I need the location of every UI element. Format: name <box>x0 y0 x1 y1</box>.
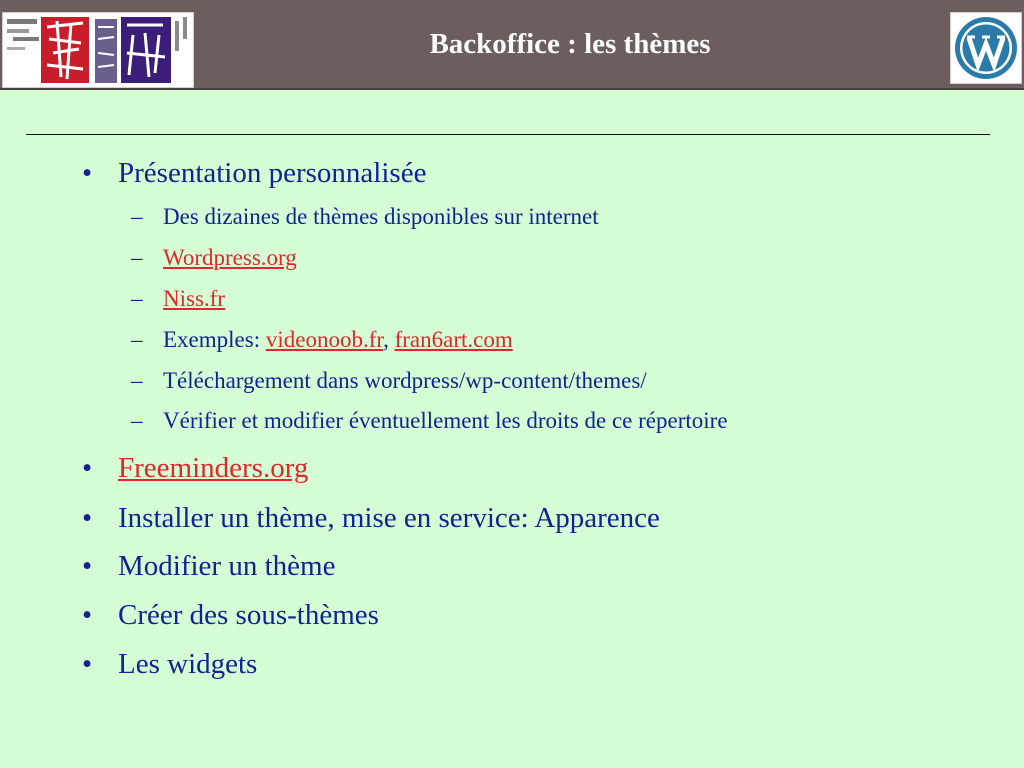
dash-marker: – <box>131 286 143 311</box>
videonoob-link[interactable]: videonoob.fr <box>265 327 384 352</box>
bullet-marker: • <box>82 157 93 189</box>
exemples-label: Exemples: <box>163 327 266 352</box>
bullet-marker: • <box>82 648 93 680</box>
list-item-text: Créer des sous-thèmes <box>118 599 379 631</box>
list-item-text: Présentation personnalisée <box>118 157 427 189</box>
freeminders-link[interactable]: Freeminders.org <box>118 452 309 484</box>
dash-marker: – <box>131 245 143 270</box>
list-item-text: Modifier un thème <box>118 550 336 582</box>
fran6art-link[interactable]: fran6art.com <box>394 327 513 352</box>
bullet-marker: • <box>82 502 93 534</box>
sub-item-text: Vérifier et modifier éventuellement les droits de ce répertoire <box>163 408 728 433</box>
wordpress-org-link[interactable]: Wordpress.org <box>163 245 297 270</box>
bullet-marker: • <box>82 550 93 582</box>
sub-item-text <box>163 326 513 354</box>
dash-marker: – <box>131 368 143 393</box>
list-item-text: Installer un thème, mise en service: Apparence <box>118 502 660 534</box>
niss-fr-link[interactable]: Niss.fr <box>163 286 225 311</box>
dash-marker: – <box>131 204 143 229</box>
sub-item-text: Des dizaines de thèmes disponibles sur internet <box>163 204 599 229</box>
link-separator: , <box>383 327 395 352</box>
sub-item-text: Téléchargement dans wordpress/wp-content/themes/ <box>163 368 647 393</box>
bullet-marker: • <box>82 599 93 631</box>
slide-title: Backoffice : les thèmes <box>429 28 711 60</box>
dash-marker: – <box>131 408 143 433</box>
bullet-marker: • <box>82 452 93 484</box>
dash-marker: – <box>131 327 143 352</box>
list-item-text: Les widgets <box>118 648 258 680</box>
